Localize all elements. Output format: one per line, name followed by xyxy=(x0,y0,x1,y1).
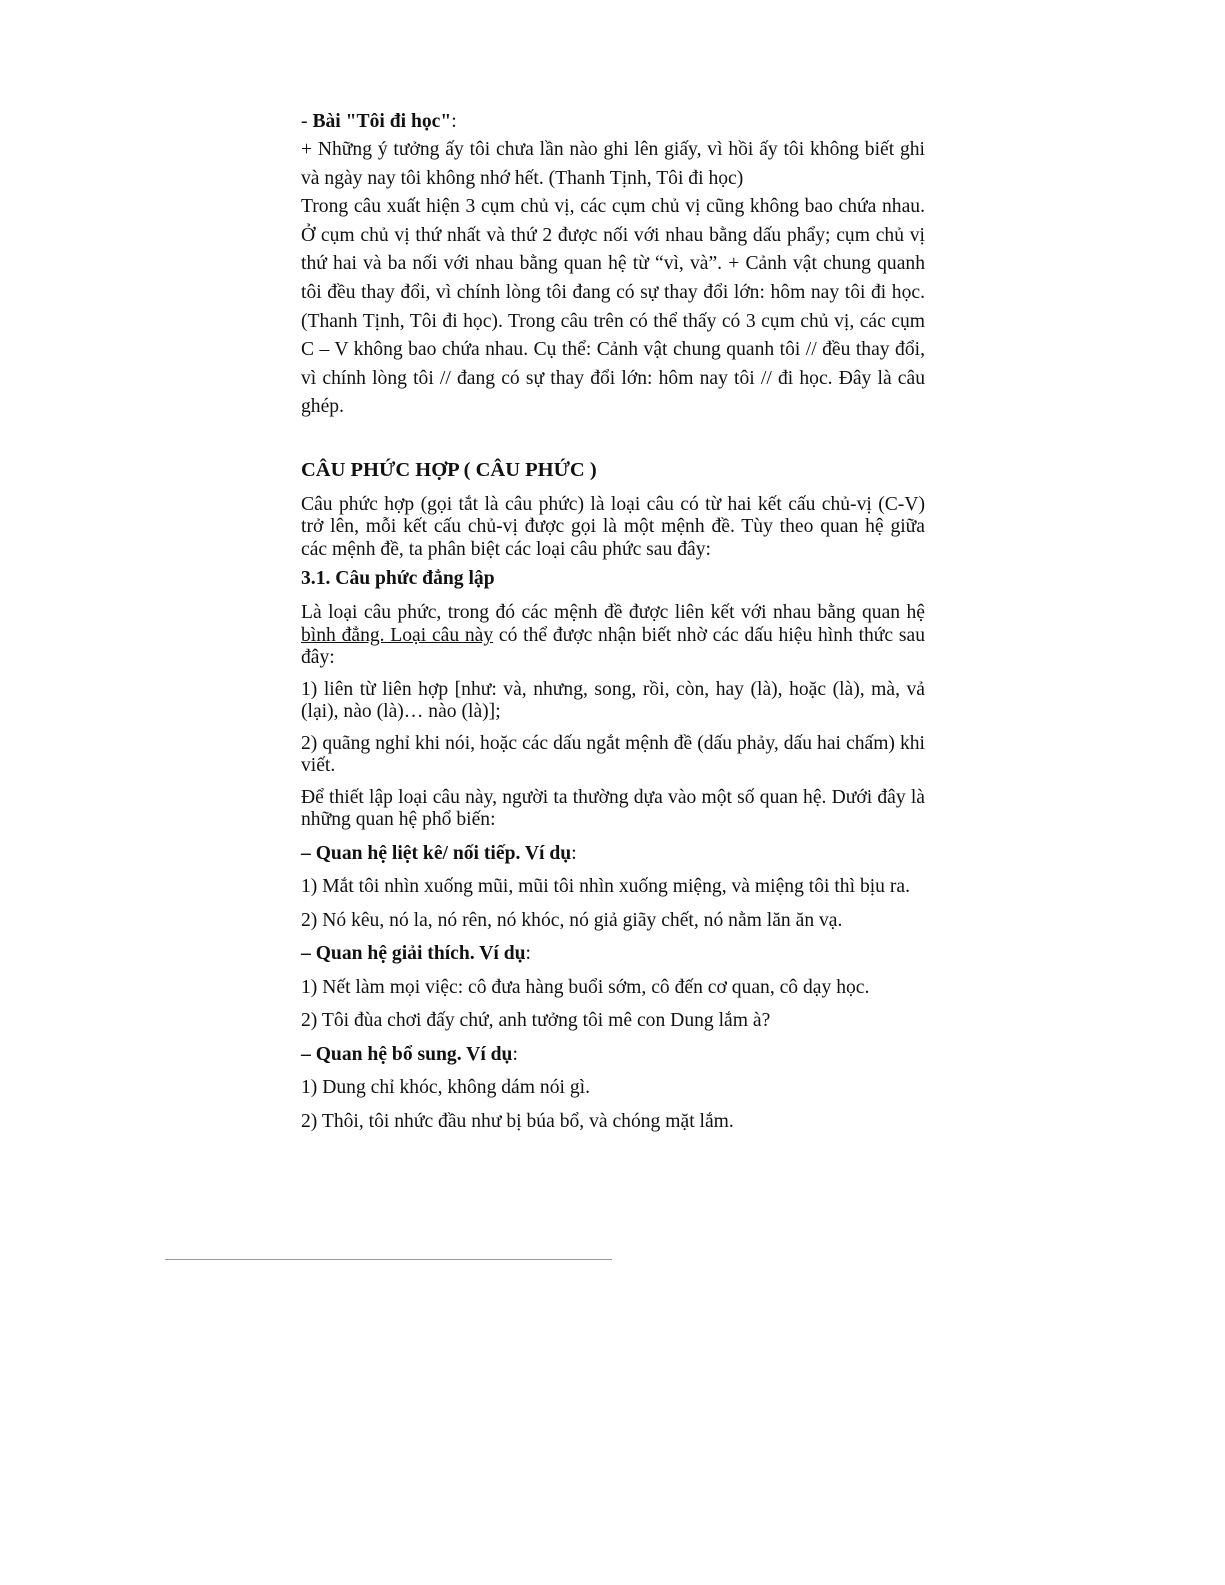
intro-analysis: Trong câu xuất hiện 3 cụm chủ vị, các cụm chủ vị cũng không bao chứa nhau. Ở cụm chủ vị thứ nhất và thứ 2 được nối với nhau bằng dấu phẩy; cụm chủ vị thứ hai và ba nối với nhau bằng quan hệ từ “vì, và”. + Cảnh vật chung quanh tôi đều thay đổi, vì chính lòng tôi đang có sự thay đổi lớn: hôm nay tôi đi học. (Thanh Tịnh, Tôi đi học). Trong câu trên có thể thấy có 3 cụm chủ vị, các cụm C – V không bao chứa nhau. Cụ thể: Cảnh vật chung quanh tôi // đều thay đổi, vì chính lòng tôi // đang có sự thay đổi lớn: hôm nay tôi // đi học. Đây là câu ghép. xyxy=(301,196,925,418)
example-item: 1) Dung chỉ khóc, không dám nói gì. xyxy=(301,1077,590,1099)
relation-title: – Quan hệ bổ sung. Ví dụ: xyxy=(301,1043,518,1065)
relation-title: – Quan hệ liệt kê/ nối tiếp. Ví dụ: xyxy=(301,842,577,864)
relations-intro: Để thiết lập loại câu này, người ta thường dựa vào một số quan hệ. Dưới đây là những quan hệ phổ biến: xyxy=(301,786,925,831)
underlined-text: bình đẳng. Loại câu này xyxy=(301,624,494,646)
intro-quote: + Những ý tưởng ấy tôi chưa lần nào ghi lên giấy, vì hồi ấy tôi không biết ghi và ngày nay tôi không nhớ hết. (Thanh Tịnh, Tôi đi học) xyxy=(301,139,925,189)
intro-title: - Bài "Tôi đi học": xyxy=(301,111,457,132)
subheading: 3.1. Câu phức đẳng lập xyxy=(301,568,495,590)
section-heading: CÂU PHỨC HỢP ( CÂU PHỨC ) xyxy=(301,458,597,481)
section-intro: Câu phức hợp (gọi tắt là câu phức) là loại câu có từ hai kết cấu chủ-vị (C-V) trở lên, mỗi kết cấu chủ-vị được gọi là một mệnh đề. Tùy theo quan hệ giữa các mệnh đề, ta phân biệt các loại câu phức sau đây: xyxy=(301,493,925,560)
example-item: 1) Nết làm mọi việc: cô đưa hàng buổi sớm, cô đến cơ quan, cô dạy học. xyxy=(301,976,870,998)
sign-1: 1) liên từ liên hợp [như: và, nhưng, song, rồi, còn, hay (là), hoặc (là), mà, vả (lại), nào (là)… nào (là)]; xyxy=(301,678,925,723)
intro-title-bold: Bài "Tôi đi học" xyxy=(312,111,452,132)
relation-title: – Quan hệ giải thích. Ví dụ: xyxy=(301,943,531,965)
example-item: 2) Thôi, tôi nhức đầu như bị búa bổ, và chóng mặt lắm. xyxy=(301,1110,734,1132)
example-item: 2) Tôi đùa chơi đấy chứ, anh tưởng tôi mê con Dung lắm à? xyxy=(301,1010,771,1032)
footnote-separator xyxy=(165,1259,612,1260)
page-content xyxy=(301,108,925,1133)
definition-paragraph: Là loại câu phức, trong đó các mệnh đề được liên kết với nhau bằng quan hệ bình đẳng. Loại câu này có thể được nhận biết nhờ các dấu hiệu hình thức sau đây: xyxy=(301,602,925,669)
sign-2: 2) quãng nghỉ khi nói, hoặc các dấu ngắt mệnh đề (dấu phảy, dấu hai chấm) khi viết. xyxy=(301,732,925,777)
example-item: 2) Nó kêu, nó la, nó rên, nó khóc, nó giả giãy chết, nó nằm lăn ăn vạ. xyxy=(301,909,843,931)
example-item: 1) Mắt tôi nhìn xuống mũi, mũi tôi nhìn xuống miệng, và miệng tôi thì bịu ra. xyxy=(301,876,910,898)
